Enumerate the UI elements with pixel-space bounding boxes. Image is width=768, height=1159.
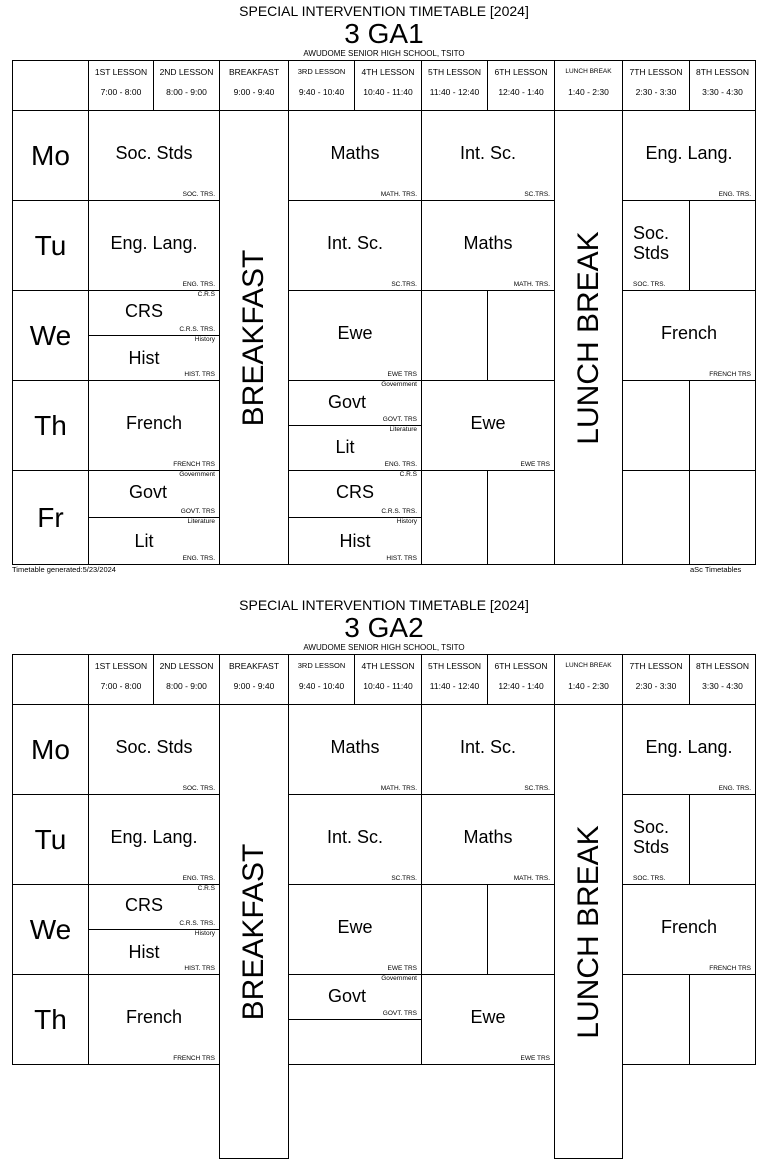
period-header: 6TH LESSON 12:40 - 1:40 bbox=[487, 60, 555, 111]
period-header: 3RD LESSON 9:40 - 10:40 bbox=[288, 654, 355, 705]
period-header: 8TH LESSON 3:30 - 4:30 bbox=[689, 654, 756, 705]
timetable-grid bbox=[12, 60, 756, 565]
period-header: 4TH LESSON 10:40 - 11:40 bbox=[354, 654, 422, 705]
period-header: BREAKFAST 9:00 - 9:40 bbox=[219, 60, 289, 111]
split-lesson-cell: C.R.S CRS C.R.S. TRS. bbox=[288, 470, 422, 518]
empty-cell bbox=[421, 470, 488, 565]
empty-cell bbox=[689, 974, 756, 1065]
doc-title: SPECIAL INTERVENTION TIMETABLE [2024] bbox=[239, 597, 529, 613]
empty-cell bbox=[421, 290, 488, 381]
day-label: Mo bbox=[12, 110, 89, 201]
school-name: AWUDOME SENIOR HIGH SCHOOL, TSITO bbox=[303, 643, 465, 652]
day-label: Tu bbox=[12, 794, 89, 885]
corner-cell bbox=[12, 60, 89, 111]
lesson-cell: Ewe EWE TRS bbox=[421, 974, 555, 1065]
lesson-cell: Maths MATH. TRS. bbox=[288, 110, 422, 201]
breakfast-column bbox=[219, 704, 289, 1159]
split-lesson-cell: C.R.S CRS C.R.S. TRS. bbox=[88, 884, 220, 930]
period-header: BREAKFAST 9:00 - 9:40 bbox=[219, 654, 289, 705]
generated-date: Timetable generated:5/23/2024 bbox=[12, 565, 116, 574]
lunch-break-column bbox=[554, 110, 623, 565]
lunch-break-label: LUNCH BREAK bbox=[571, 230, 605, 445]
school-name: AWUDOME SENIOR HIGH SCHOOL, TSITO bbox=[303, 49, 465, 58]
class-name: 3 GA1 bbox=[344, 18, 424, 49]
corner-cell bbox=[12, 654, 89, 705]
breakfast-label: BREAKFAST bbox=[237, 843, 270, 1020]
period-header: 2ND LESSON 8:00 - 9:00 bbox=[153, 60, 220, 111]
empty-cell bbox=[689, 380, 756, 471]
lesson-cell: Maths MATH. TRS. bbox=[421, 794, 555, 885]
period-header: 6TH LESSON 12:40 - 1:40 bbox=[487, 654, 555, 705]
empty-cell bbox=[689, 200, 756, 291]
empty-cell bbox=[487, 290, 555, 381]
lesson-cell: Int. Sc. SC.TRS. bbox=[421, 110, 555, 201]
lesson-cell: Int. Sc. SC.TRS. bbox=[421, 704, 555, 795]
lesson-cell: Eng. Lang. ENG. TRS. bbox=[88, 200, 220, 291]
day-label: Th bbox=[12, 380, 89, 471]
class-name: 3 GA2 bbox=[344, 612, 424, 643]
period-header: 1ST LESSON 7:00 - 8:00 bbox=[88, 60, 154, 111]
lesson-cell: Eng. Lang. ENG. TRS. bbox=[622, 704, 756, 795]
split-lesson-cell: History Hist HIST. TRS bbox=[288, 517, 422, 565]
lesson-cell: Int. Sc. SC.TRS. bbox=[288, 200, 422, 291]
lesson-cell: Int. Sc. SC.TRS. bbox=[288, 794, 422, 885]
lesson-cell: French FRENCH TRS bbox=[88, 380, 220, 471]
lesson-cell: Soc. Stds SOC. TRS. bbox=[88, 110, 220, 201]
day-label: We bbox=[12, 290, 89, 381]
lesson-cell: Maths MATH. TRS. bbox=[421, 200, 555, 291]
breakfast-column bbox=[219, 110, 289, 565]
empty-cell bbox=[487, 884, 555, 975]
lesson-cell: Soc. Stds SOC. TRS. bbox=[622, 794, 690, 885]
period-header: 3RD LESSON 9:40 - 10:40 bbox=[288, 60, 355, 111]
empty-cell bbox=[421, 884, 488, 975]
split-lesson-cell: History Hist HIST. TRS bbox=[88, 335, 220, 381]
period-header: 2ND LESSON 8:00 - 9:00 bbox=[153, 654, 220, 705]
day-label: Fr bbox=[12, 470, 89, 565]
split-lesson-cell: Literature Lit ENG. TRS. bbox=[288, 425, 422, 471]
period-header: 5TH LESSON 11:40 - 12:40 bbox=[421, 654, 488, 705]
timetable-grid bbox=[12, 654, 756, 1062]
software-credit: aSc Timetables bbox=[690, 565, 742, 574]
period-header: 1ST LESSON 7:00 - 8:00 bbox=[88, 654, 154, 705]
lunch-break-column bbox=[554, 704, 623, 1159]
split-lesson-cell: Government Govt GOVT. TRS bbox=[88, 470, 220, 518]
lunch-break-label: LUNCH BREAK bbox=[571, 824, 605, 1039]
lesson-cell: Maths MATH. TRS. bbox=[288, 704, 422, 795]
split-lesson-cell: Literature Lit ENG. TRS. bbox=[88, 517, 220, 565]
period-header: 7TH LESSON 2:30 - 3:30 bbox=[622, 60, 690, 111]
day-label: We bbox=[12, 884, 89, 975]
lesson-cell: French FRENCH TRS bbox=[622, 290, 756, 381]
split-lesson-cell: Government Govt GOVT. TRS bbox=[288, 974, 422, 1020]
breakfast-label: BREAKFAST bbox=[237, 249, 270, 426]
split-lesson-cell: C.R.S CRS C.R.S. TRS. bbox=[88, 290, 220, 336]
lesson-cell: Eng. Lang. ENG. TRS. bbox=[88, 794, 220, 885]
empty-cell bbox=[622, 974, 690, 1065]
lesson-cell: French FRENCH TRS bbox=[622, 884, 756, 975]
period-header: 8TH LESSON 3:30 - 4:30 bbox=[689, 60, 756, 111]
empty-cell bbox=[689, 794, 756, 885]
empty-cell bbox=[487, 470, 555, 565]
lesson-cell: Ewe EWE TRS bbox=[288, 884, 422, 975]
empty-cell bbox=[689, 470, 756, 565]
period-header: 5TH LESSON 11:40 - 12:40 bbox=[421, 60, 488, 111]
empty-cell bbox=[622, 380, 690, 471]
lesson-cell: Soc. Stds SOC. TRS. bbox=[88, 704, 220, 795]
period-header: 7TH LESSON 2:30 - 3:30 bbox=[622, 654, 690, 705]
lesson-cell: Ewe EWE TRS bbox=[421, 380, 555, 471]
split-lesson-cell: History Hist HIST. TRS bbox=[88, 929, 220, 975]
doc-title: SPECIAL INTERVENTION TIMETABLE [2024] bbox=[239, 3, 529, 19]
period-header: LUNCH BREAK 1:40 - 2:30 bbox=[554, 60, 623, 111]
lesson-cell: Eng. Lang. ENG. TRS. bbox=[622, 110, 756, 201]
day-label: Th bbox=[12, 974, 89, 1065]
period-header: 4TH LESSON 10:40 - 11:40 bbox=[354, 60, 422, 111]
split-lesson-cell bbox=[288, 1019, 422, 1065]
lesson-cell: Ewe EWE TRS bbox=[288, 290, 422, 381]
split-lesson-cell: Government Govt GOVT. TRS bbox=[288, 380, 422, 426]
day-label: Mo bbox=[12, 704, 89, 795]
lesson-cell: Soc. Stds SOC. TRS. bbox=[622, 200, 690, 291]
empty-cell bbox=[622, 470, 690, 565]
period-header: LUNCH BREAK 1:40 - 2:30 bbox=[554, 654, 623, 705]
lesson-cell: French FRENCH TRS bbox=[88, 974, 220, 1065]
day-label: Tu bbox=[12, 200, 89, 291]
